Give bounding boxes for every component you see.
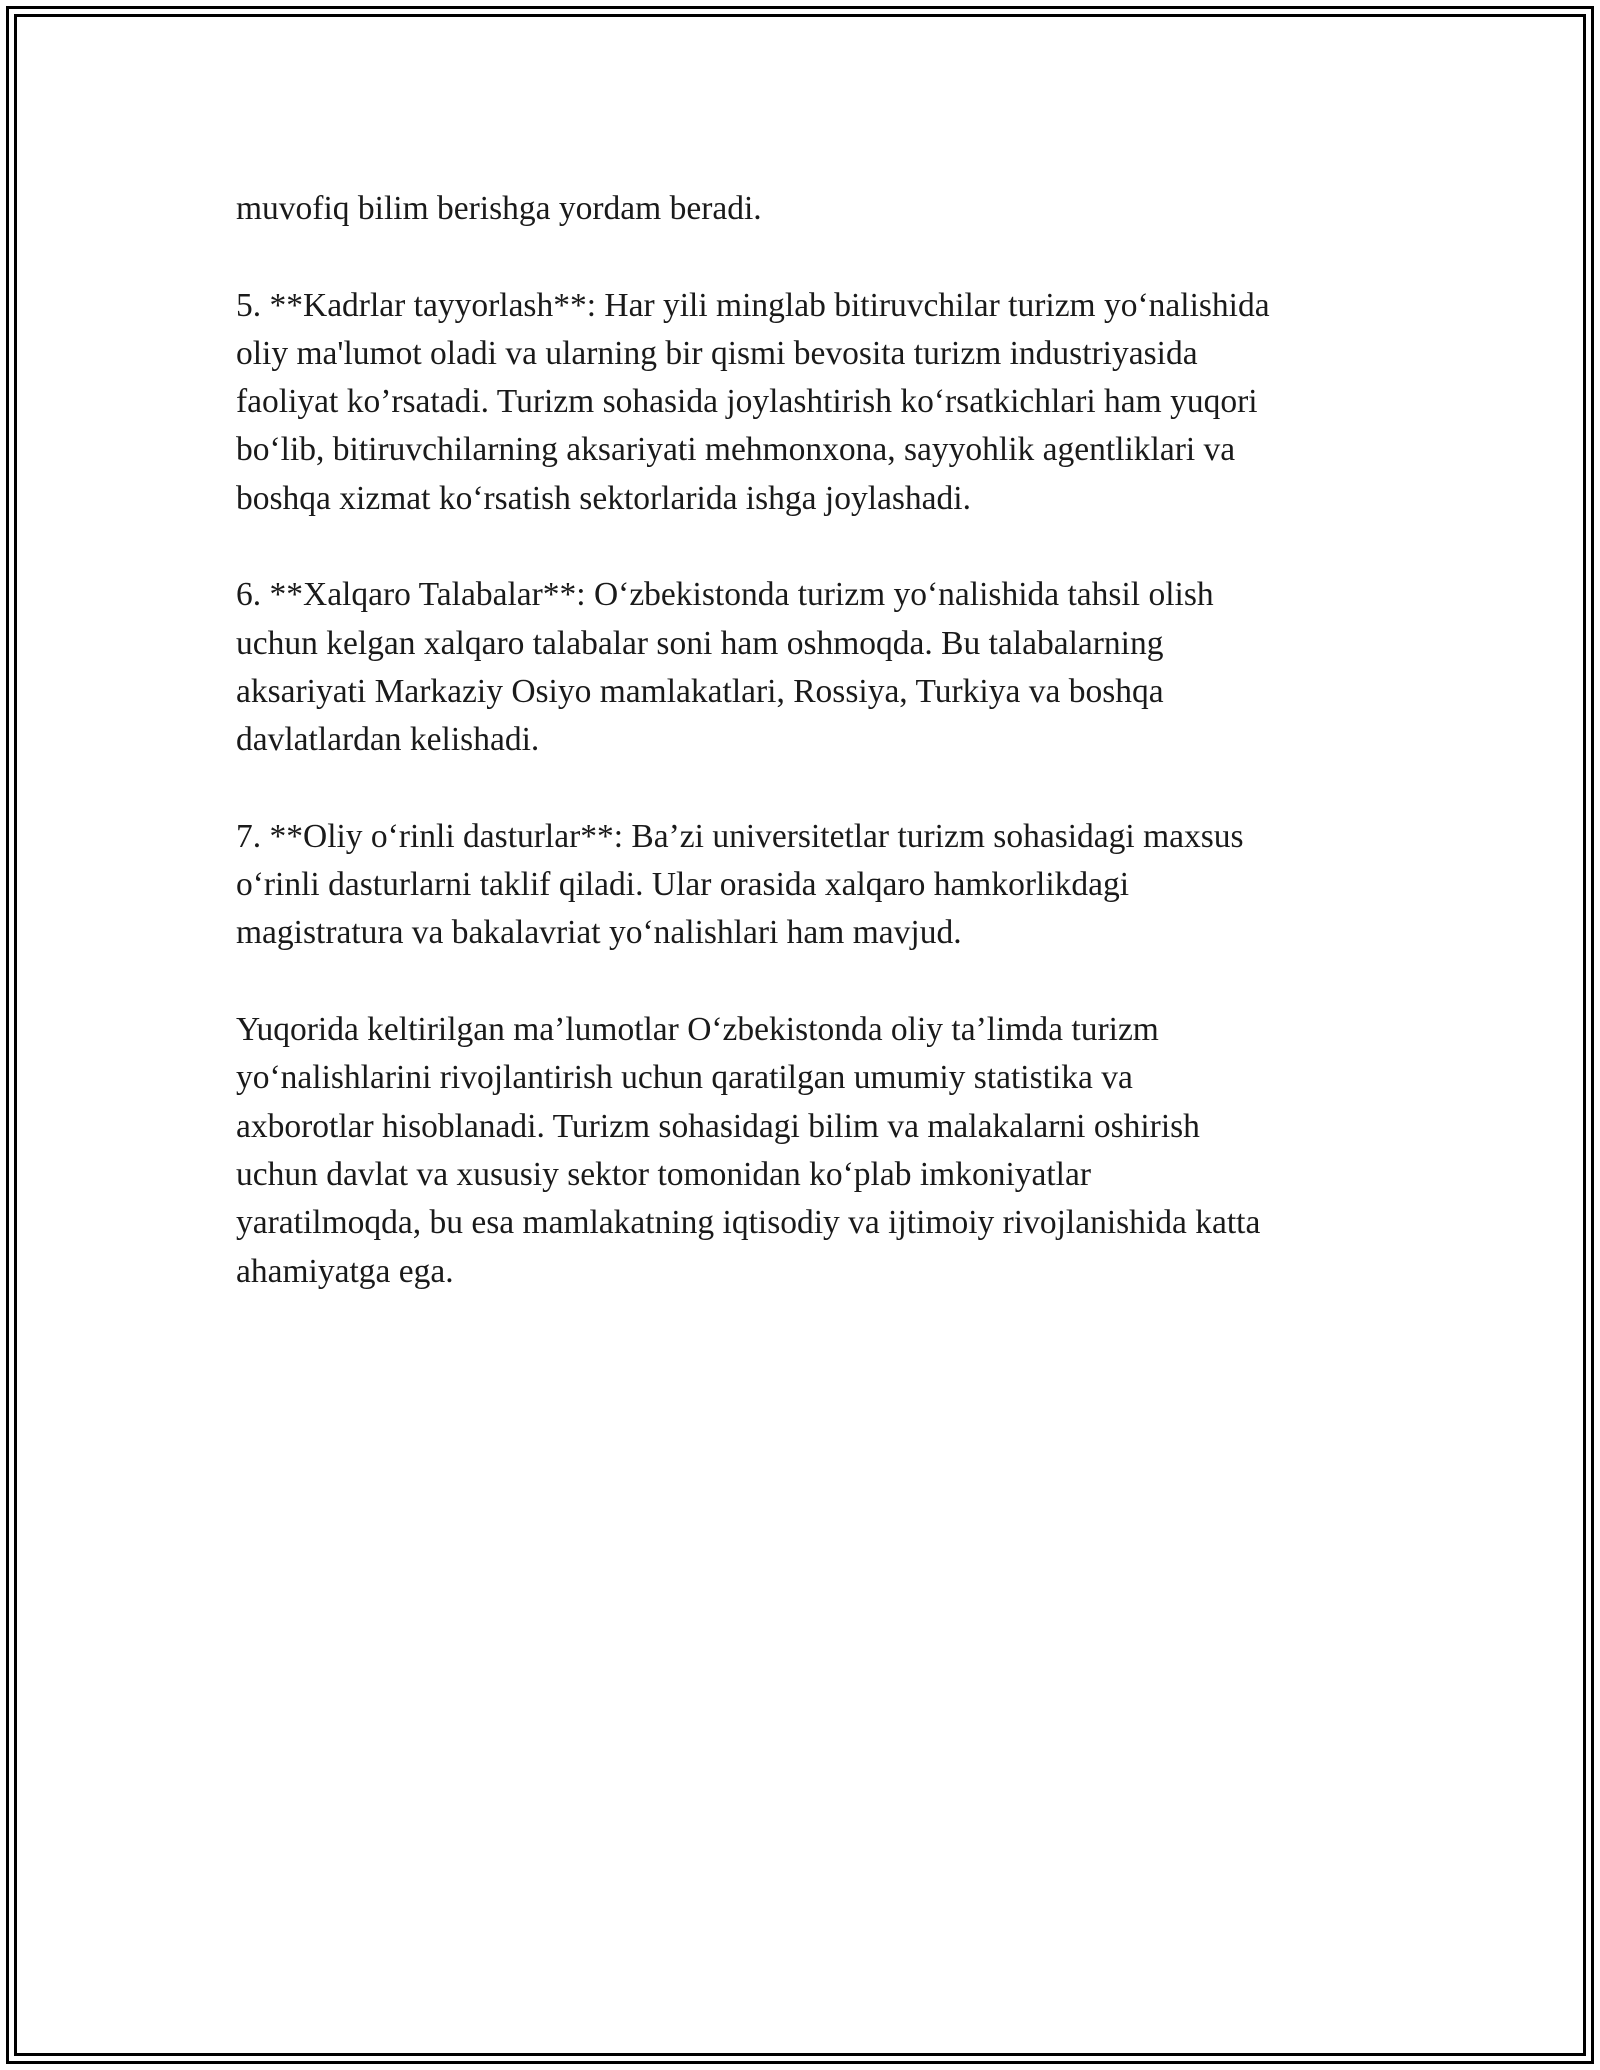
paragraph-item-5: 5. **Kadrlar tayyorlash**: Har yili minglab bitiruvchilar turizm yo‘nalishida oliy ma'lumot oladi va ularning bir qismi bevosita turizm industriyasida faoliyat ko’rsatadi. Turizm sohasida joylashtirish ko‘rsatkichlari ham yuqori bo‘lib, bitiruvchilarning aksariyati mehmonxona, sayyohlik agentliklari va boshqa xizmat ko‘rsatish sektorlarida ishga joylashadi. bbox=[236, 286, 1270, 517]
paragraph-item-6: 6. **Xalqaro Talabalar**: O‘zbekistonda turizm yo‘nalishida tahsil olish uchun kelgan xalqaro talabalar soni ham oshmoqda. Bu talabalarning aksariyati Markaziy Osiyo mamlakatlari, Rossiya, Turkiya va boshqa davlatlardan kelishadi. bbox=[236, 576, 1214, 759]
paragraph-item-7: 7. **Oliy o‘rinli dasturlar**: Ba’zi universitetlar turizm sohasidagi maxsus o‘rinli dasturlarni taklif qiladi. Ular orasida xalqaro hamkorlikdagi magistratura va bakalavriat yo‘nalishlari ham mavjud. bbox=[236, 817, 1244, 952]
document-body bbox=[236, 185, 1376, 1344]
paragraph-conclusion: Yuqorida keltirilgan ma’lumotlar O‘zbekistonda oliy ta’limda turizm yo‘nalishlarini rivojlantirish uchun qaratilgan umumiy statistika va axborotlar hisoblanadi. Turizm sohasidagi bilim va malakalarni oshirish uchun davlat va xususiy sektor tomonidan ko‘plab imkoniyatlar yaratilmoqda, bu esa mamlakatning iqtisodiy va ijtimoiy rivojlanishida katta ahamiyatga ega. bbox=[236, 1011, 1261, 1290]
paragraph-continuation: muvofiq bilim berishga yordam beradi. bbox=[236, 190, 762, 227]
